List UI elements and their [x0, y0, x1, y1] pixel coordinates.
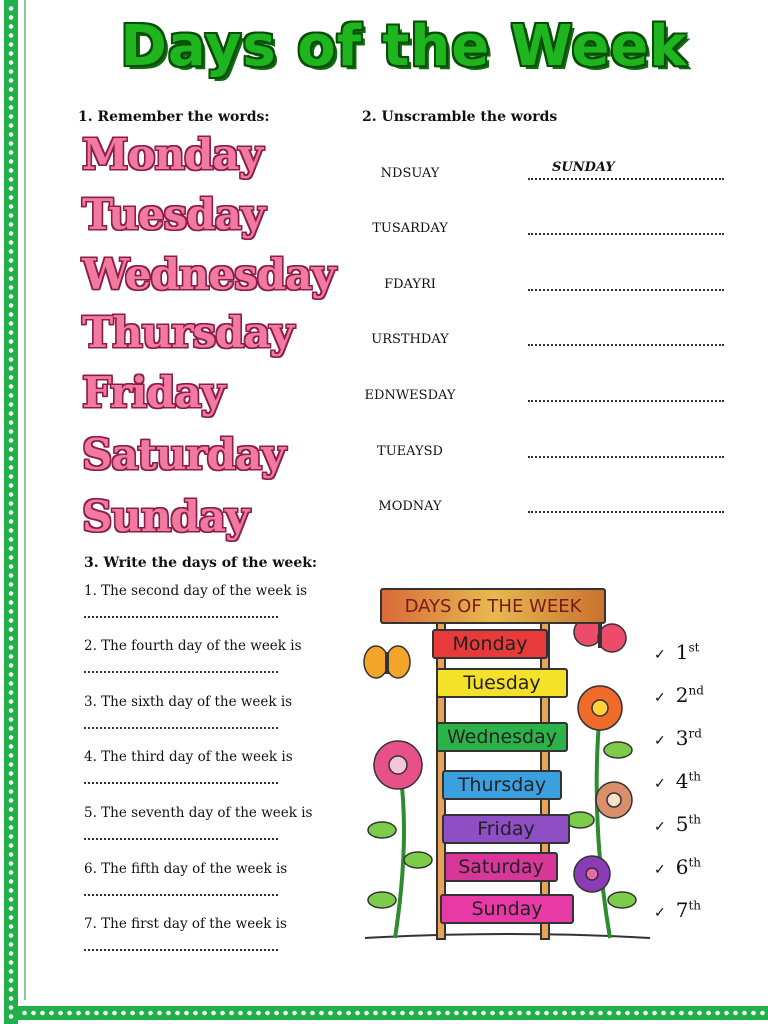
scrambled-word: FDAYRI: [384, 277, 436, 292]
word-sunday: Sunday: [82, 492, 249, 541]
answer-line[interactable]: [84, 663, 278, 673]
ordinal-4: ✓ 4th: [654, 769, 702, 793]
sign-thursday: Thursday: [442, 770, 562, 800]
sign-sunday: Sunday: [440, 894, 574, 924]
ordinal-7: ✓ 7th: [654, 898, 702, 922]
word-wednesday: Wednesday: [82, 250, 335, 299]
check-icon: ✓: [654, 905, 666, 921]
scrambled-word: TUEAYSD: [377, 444, 443, 459]
page-title: Days of the Week: [120, 14, 688, 79]
section3-heading: 3. Write the days of the week:: [84, 555, 318, 571]
answer-line[interactable]: [528, 501, 724, 513]
question-4: 4. The third day of the week is: [84, 749, 293, 765]
check-icon: ✓: [654, 862, 666, 878]
answer-line[interactable]: [84, 719, 278, 729]
check-icon: ✓: [654, 647, 666, 663]
word-monday: Monday: [82, 130, 263, 179]
answer-line[interactable]: [528, 390, 724, 402]
scrambled-word: EDNWESDAY: [364, 388, 456, 403]
ordinal-1: ✓ 1st: [654, 640, 700, 664]
section1-heading: 1. Remember the words:: [78, 109, 270, 125]
answer-line[interactable]: [528, 279, 724, 291]
sign-monday: Monday: [432, 629, 548, 659]
section2-heading: 2. Unscramble the words: [362, 109, 558, 125]
ordinal-6: ✓ 6th: [654, 855, 702, 879]
example-answer: SUNDAY: [552, 160, 615, 175]
word-saturday: Saturday: [82, 430, 285, 479]
ordinal-5: ✓ 5th: [654, 812, 702, 836]
ordinal-2: ✓ 2nd: [654, 683, 704, 707]
scrambled-word: URSTHDAY: [371, 332, 449, 347]
answer-line[interactable]: [84, 941, 278, 951]
answer-line[interactable]: [528, 223, 724, 235]
left-dotted-border: [4, 0, 18, 1024]
answer-line[interactable]: [528, 168, 724, 180]
word-thursday: Thursday: [82, 308, 294, 357]
answer-line[interactable]: [84, 608, 278, 618]
ladder-title-sign: DAYS OF THE WEEK: [380, 588, 606, 624]
question-1: 1. The second day of the week is: [84, 583, 308, 599]
ordinal-3: ✓ 3rd: [654, 726, 702, 750]
answer-line[interactable]: [84, 774, 278, 784]
sign-wednesday: Wednesday: [436, 722, 568, 752]
sign-saturday: Saturday: [444, 852, 558, 882]
answer-line[interactable]: [528, 446, 724, 458]
sign-tuesday: Tuesday: [436, 668, 568, 698]
left-margin-line: [24, 0, 26, 1000]
question-6: 6. The fifth day of the week is: [84, 861, 288, 877]
question-2: 2. The fourth day of the week is: [84, 638, 302, 654]
check-icon: ✓: [654, 690, 666, 706]
answer-line[interactable]: [84, 830, 278, 840]
question-5: 5. The seventh day of the week is: [84, 805, 313, 821]
question-3: 3. The sixth day of the week is: [84, 694, 293, 710]
check-icon: ✓: [654, 733, 666, 749]
bottom-dotted-border: [18, 1006, 768, 1020]
answer-line[interactable]: [84, 886, 278, 896]
scrambled-word: TUSARDAY: [372, 221, 448, 236]
sign-friday: Friday: [442, 814, 570, 844]
check-icon: ✓: [654, 819, 666, 835]
answer-line[interactable]: [528, 334, 724, 346]
scrambled-word: MODNAY: [378, 499, 442, 514]
scrambled-word: NDSUAY: [380, 166, 440, 181]
check-icon: ✓: [654, 776, 666, 792]
word-tuesday: Tuesday: [82, 190, 265, 239]
question-7: 7. The first day of the week is: [84, 916, 287, 932]
word-friday: Friday: [82, 368, 225, 417]
